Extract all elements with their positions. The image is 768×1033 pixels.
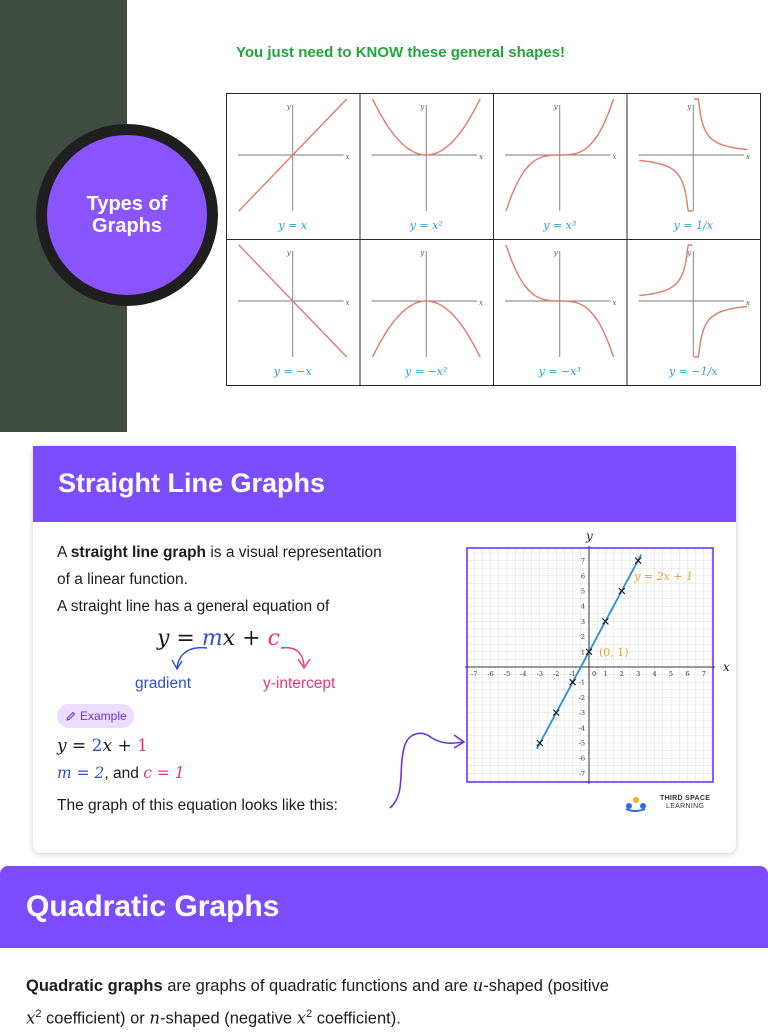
y-axis-label: y	[420, 103, 425, 111]
quad-t1: are graphs of quadratic functions and are	[162, 977, 473, 995]
intro-line2: of a linear function.	[57, 571, 188, 588]
quad-bold: Quadratic graphs	[26, 977, 163, 995]
x-tick-label: -5	[503, 670, 511, 678]
quad-t3: coefficient) or	[41, 1009, 150, 1028]
graph-equation-label: y = −x²	[405, 365, 448, 378]
grid-lines	[467, 548, 713, 782]
y-intercept-label: y-intercept	[263, 675, 336, 692]
tsl-logo-line2: LEARNING	[666, 803, 705, 810]
quadratic-title: Quadratic Graphs	[0, 866, 768, 948]
x-axis-label: x	[746, 299, 750, 307]
eq-y: y	[157, 626, 170, 651]
general-equation-text: A straight line has a general equation of	[57, 598, 330, 615]
graph-cell-neg-quadratic	[360, 240, 494, 386]
y-tick-label: -6	[578, 754, 585, 763]
eq-x: x	[222, 626, 236, 651]
y-tick-label: 2	[580, 633, 585, 642]
point-label: (0, 1)	[599, 645, 629, 659]
graph-cell-neg-reciprocal	[627, 240, 761, 386]
graph-equation-label: y = −x	[273, 365, 312, 378]
shapes-heading: You just need to KNOW these general shapes!	[236, 44, 565, 61]
quad-x2b: x	[296, 1008, 306, 1028]
linear-graph-chart	[465, 528, 730, 792]
y-axis-label: y	[286, 249, 291, 257]
m-and-c-values	[57, 764, 185, 783]
graph-cell-border	[627, 94, 761, 240]
graph-cell-border	[227, 94, 361, 240]
x-axis-label: x	[723, 660, 730, 674]
plot-frame	[467, 548, 713, 782]
eq-m: m	[201, 626, 223, 651]
curve-neg-reciprocal-0	[639, 245, 692, 296]
pointer-arrow-curve	[390, 733, 463, 808]
graph-cell-border	[360, 94, 494, 240]
tsl-logo-line1: THIRD SPACE	[660, 795, 711, 802]
x-tick-label: 4	[652, 670, 657, 678]
x-tick-label: -7	[471, 670, 478, 678]
graph-cell-border	[227, 240, 361, 386]
graph-caption: The graph of this equation looks like this:	[57, 797, 338, 814]
y-tick-label: -1	[578, 678, 585, 687]
y-tick-label: 1	[580, 648, 585, 657]
eq-plus: +	[235, 626, 268, 651]
quad-t5: coefficient).	[312, 1009, 401, 1028]
y-tick-label: -2	[578, 693, 585, 702]
quad-x2a: x	[26, 1008, 36, 1028]
x-axis-label: x	[746, 153, 750, 161]
graph-equation-label: y = x³	[543, 219, 577, 232]
x-tick-label: -1	[569, 670, 576, 678]
graph-cell-neg-cubic	[494, 240, 628, 386]
and-text: , and	[104, 765, 144, 782]
x-tick-label: 5	[668, 670, 674, 678]
example-equation	[57, 736, 148, 756]
intro-b: is a visual representation	[206, 544, 382, 561]
tsl-logo-icon	[623, 794, 655, 812]
y-tick-label: 6	[580, 572, 585, 581]
curve-reciprocal-1	[694, 99, 747, 150]
x-tick-label: 6	[685, 670, 690, 678]
graph-cell-linear	[227, 94, 361, 240]
x-axis-label: x	[345, 153, 350, 161]
gradient-arrow	[177, 648, 207, 668]
x-axis-label: x	[479, 299, 483, 307]
y-axis-label: y	[553, 103, 558, 111]
intro-bold: straight line graph	[70, 544, 207, 561]
graph-cell-cubic	[494, 94, 628, 240]
x-tick-label: 7	[701, 670, 706, 678]
y-axis-label: y	[586, 529, 593, 543]
x-axis-label: x	[345, 299, 350, 307]
quad-n: n	[149, 1008, 160, 1028]
card-title: Straight Line Graphs	[33, 446, 736, 522]
example-eq-a: y =	[57, 736, 92, 756]
graph-cell-border	[627, 240, 761, 386]
intro-a: A	[57, 544, 71, 561]
third-space-learning-logo	[623, 794, 710, 812]
example-eq-d: 1	[137, 736, 148, 756]
example-label: Example	[80, 709, 127, 723]
eq-equals: =	[169, 626, 202, 651]
x-tick-label: -4	[520, 670, 527, 678]
graph-cell-reciprocal	[627, 94, 761, 240]
equation-arrows	[163, 644, 333, 676]
x-axis-label: x	[612, 153, 617, 161]
line-label: y = 2x + 1	[634, 569, 694, 583]
y-axis-label: y	[553, 249, 558, 257]
quad-t4: -shaped (negative	[160, 1009, 297, 1028]
pointer-arrow	[388, 724, 468, 814]
badge-title-line2: Graphs	[91, 215, 163, 237]
quad-sup-b: 2	[306, 1008, 313, 1020]
x-tick-label: -6	[487, 670, 494, 678]
graph-equation-label: y = 1/x	[673, 219, 713, 232]
x-tick-label: 2	[619, 670, 624, 678]
tsl-logo-text	[660, 795, 710, 811]
y-axis-label: y	[687, 249, 692, 257]
y-tick-label: 3	[580, 617, 585, 626]
x-tick-label: 1	[603, 670, 608, 678]
y-tick-label: 5	[580, 587, 585, 596]
gradient-label: gradient	[135, 675, 192, 692]
straight-line-card	[33, 446, 736, 853]
x-axis-label: x	[479, 153, 483, 161]
curve-neg-reciprocal-1	[694, 307, 747, 358]
y-tick-label: -4	[578, 724, 585, 733]
example-eq-c: x +	[102, 736, 138, 756]
x-tick-label: -2	[553, 670, 560, 678]
quad-u: u	[472, 976, 484, 995]
quad-sup-a: 2	[35, 1008, 42, 1020]
quad-t2: -shaped (positive	[483, 977, 609, 995]
graph-cell-neg-linear	[227, 240, 361, 386]
types-of-graphs-badge	[36, 124, 218, 306]
x-tick-label: 3	[636, 670, 641, 678]
graph-equation-label: y = −1/x	[668, 365, 718, 378]
x-axis-label: x	[612, 299, 617, 307]
graph-equation-label: y = −x³	[538, 365, 581, 378]
pencil-icon	[65, 711, 76, 722]
y-tick-label: -3	[578, 709, 585, 718]
quadratic-intro	[26, 972, 746, 1033]
x-tick-label: -3	[536, 670, 543, 678]
y-tick-label: 7	[580, 557, 585, 566]
graph-shapes-grid	[226, 93, 760, 385]
graph-cell-quadratic	[360, 94, 494, 240]
y-axis-label: y	[687, 103, 692, 111]
badge-title	[72, 193, 182, 237]
pointer-arrowhead	[454, 735, 464, 748]
y-tick-label: -7	[578, 769, 585, 778]
m-value: m = 2	[57, 764, 105, 782]
y-tick-label: 4	[580, 602, 585, 611]
eq-c: c	[267, 626, 280, 651]
graph-equation-label: y = x²	[409, 219, 443, 232]
y-tick-label: -5	[578, 739, 585, 748]
example-eq-b: 2	[91, 736, 103, 756]
graph-shapes-svg	[226, 93, 760, 385]
graph-equation-label: y = x	[278, 219, 308, 232]
intro-line1	[57, 544, 382, 562]
badge-title-line1: Types of	[86, 193, 168, 215]
example-chip	[57, 704, 134, 728]
graph-cell-border	[494, 240, 628, 386]
graph-cell-border	[360, 240, 494, 386]
curve-reciprocal-0	[639, 161, 692, 212]
origin-label: 0	[592, 670, 597, 678]
y-axis-label: y	[420, 249, 425, 257]
c-value: c = 1	[143, 764, 185, 782]
y-axis-label: y	[286, 103, 291, 111]
